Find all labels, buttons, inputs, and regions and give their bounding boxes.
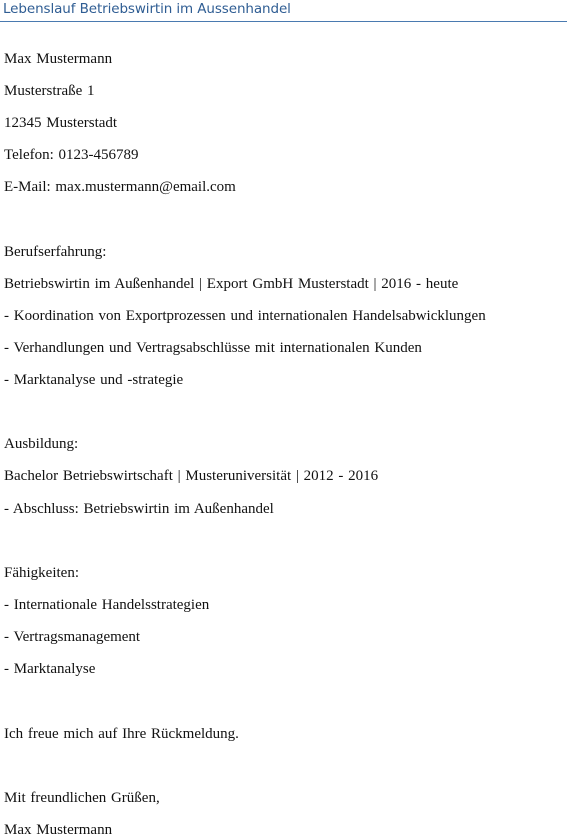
contact-city: 12345 Musterstadt bbox=[4, 115, 118, 131]
experience-bullet: - Verhandlungen und Vertragsabschlüsse mit internationalen Kunden bbox=[4, 340, 422, 356]
contact-name: Max Mustermann bbox=[4, 51, 113, 67]
skills-heading: Fähigkeiten: bbox=[4, 565, 79, 581]
contact-phone: Telefon: 0123-456789 bbox=[4, 147, 139, 163]
signature-name: Max Mustermann bbox=[4, 822, 113, 838]
contact-street: Musterstraße 1 bbox=[4, 83, 95, 99]
document-title: Lebenslauf Betriebswirtin im Aussenhandel bbox=[3, 1, 291, 17]
closing-greeting: Mit freundlichen Grüßen, bbox=[4, 790, 160, 806]
skills-bullet: - Vertragsmanagement bbox=[4, 629, 141, 645]
education-degree: Bachelor Betriebswirtschaft | Musteruniversität | 2012 - 2016 bbox=[4, 468, 379, 484]
contact-email: E-Mail: max.mustermann@email.com bbox=[4, 179, 236, 195]
experience-bullet: - Marktanalyse und -strategie bbox=[4, 372, 184, 388]
experience-position: Betriebswirtin im Außenhandel | Export GmbH Musterstadt | 2016 - heute bbox=[4, 276, 459, 292]
closing-line: Ich freue mich auf Ihre Rückmeldung. bbox=[4, 726, 239, 742]
education-bullet: - Abschluss: Betriebswirtin im Außenhandel bbox=[4, 501, 274, 517]
skills-bullet: - Internationale Handelsstrategien bbox=[4, 597, 210, 613]
skills-bullet: - Marktanalyse bbox=[4, 661, 96, 677]
experience-heading: Berufserfahrung: bbox=[4, 244, 107, 260]
document-header bbox=[0, 0, 567, 22]
experience-bullet: - Koordination von Exportprozessen und internationalen Handelsabwicklungen bbox=[4, 308, 486, 324]
education-heading: Ausbildung: bbox=[4, 436, 79, 452]
